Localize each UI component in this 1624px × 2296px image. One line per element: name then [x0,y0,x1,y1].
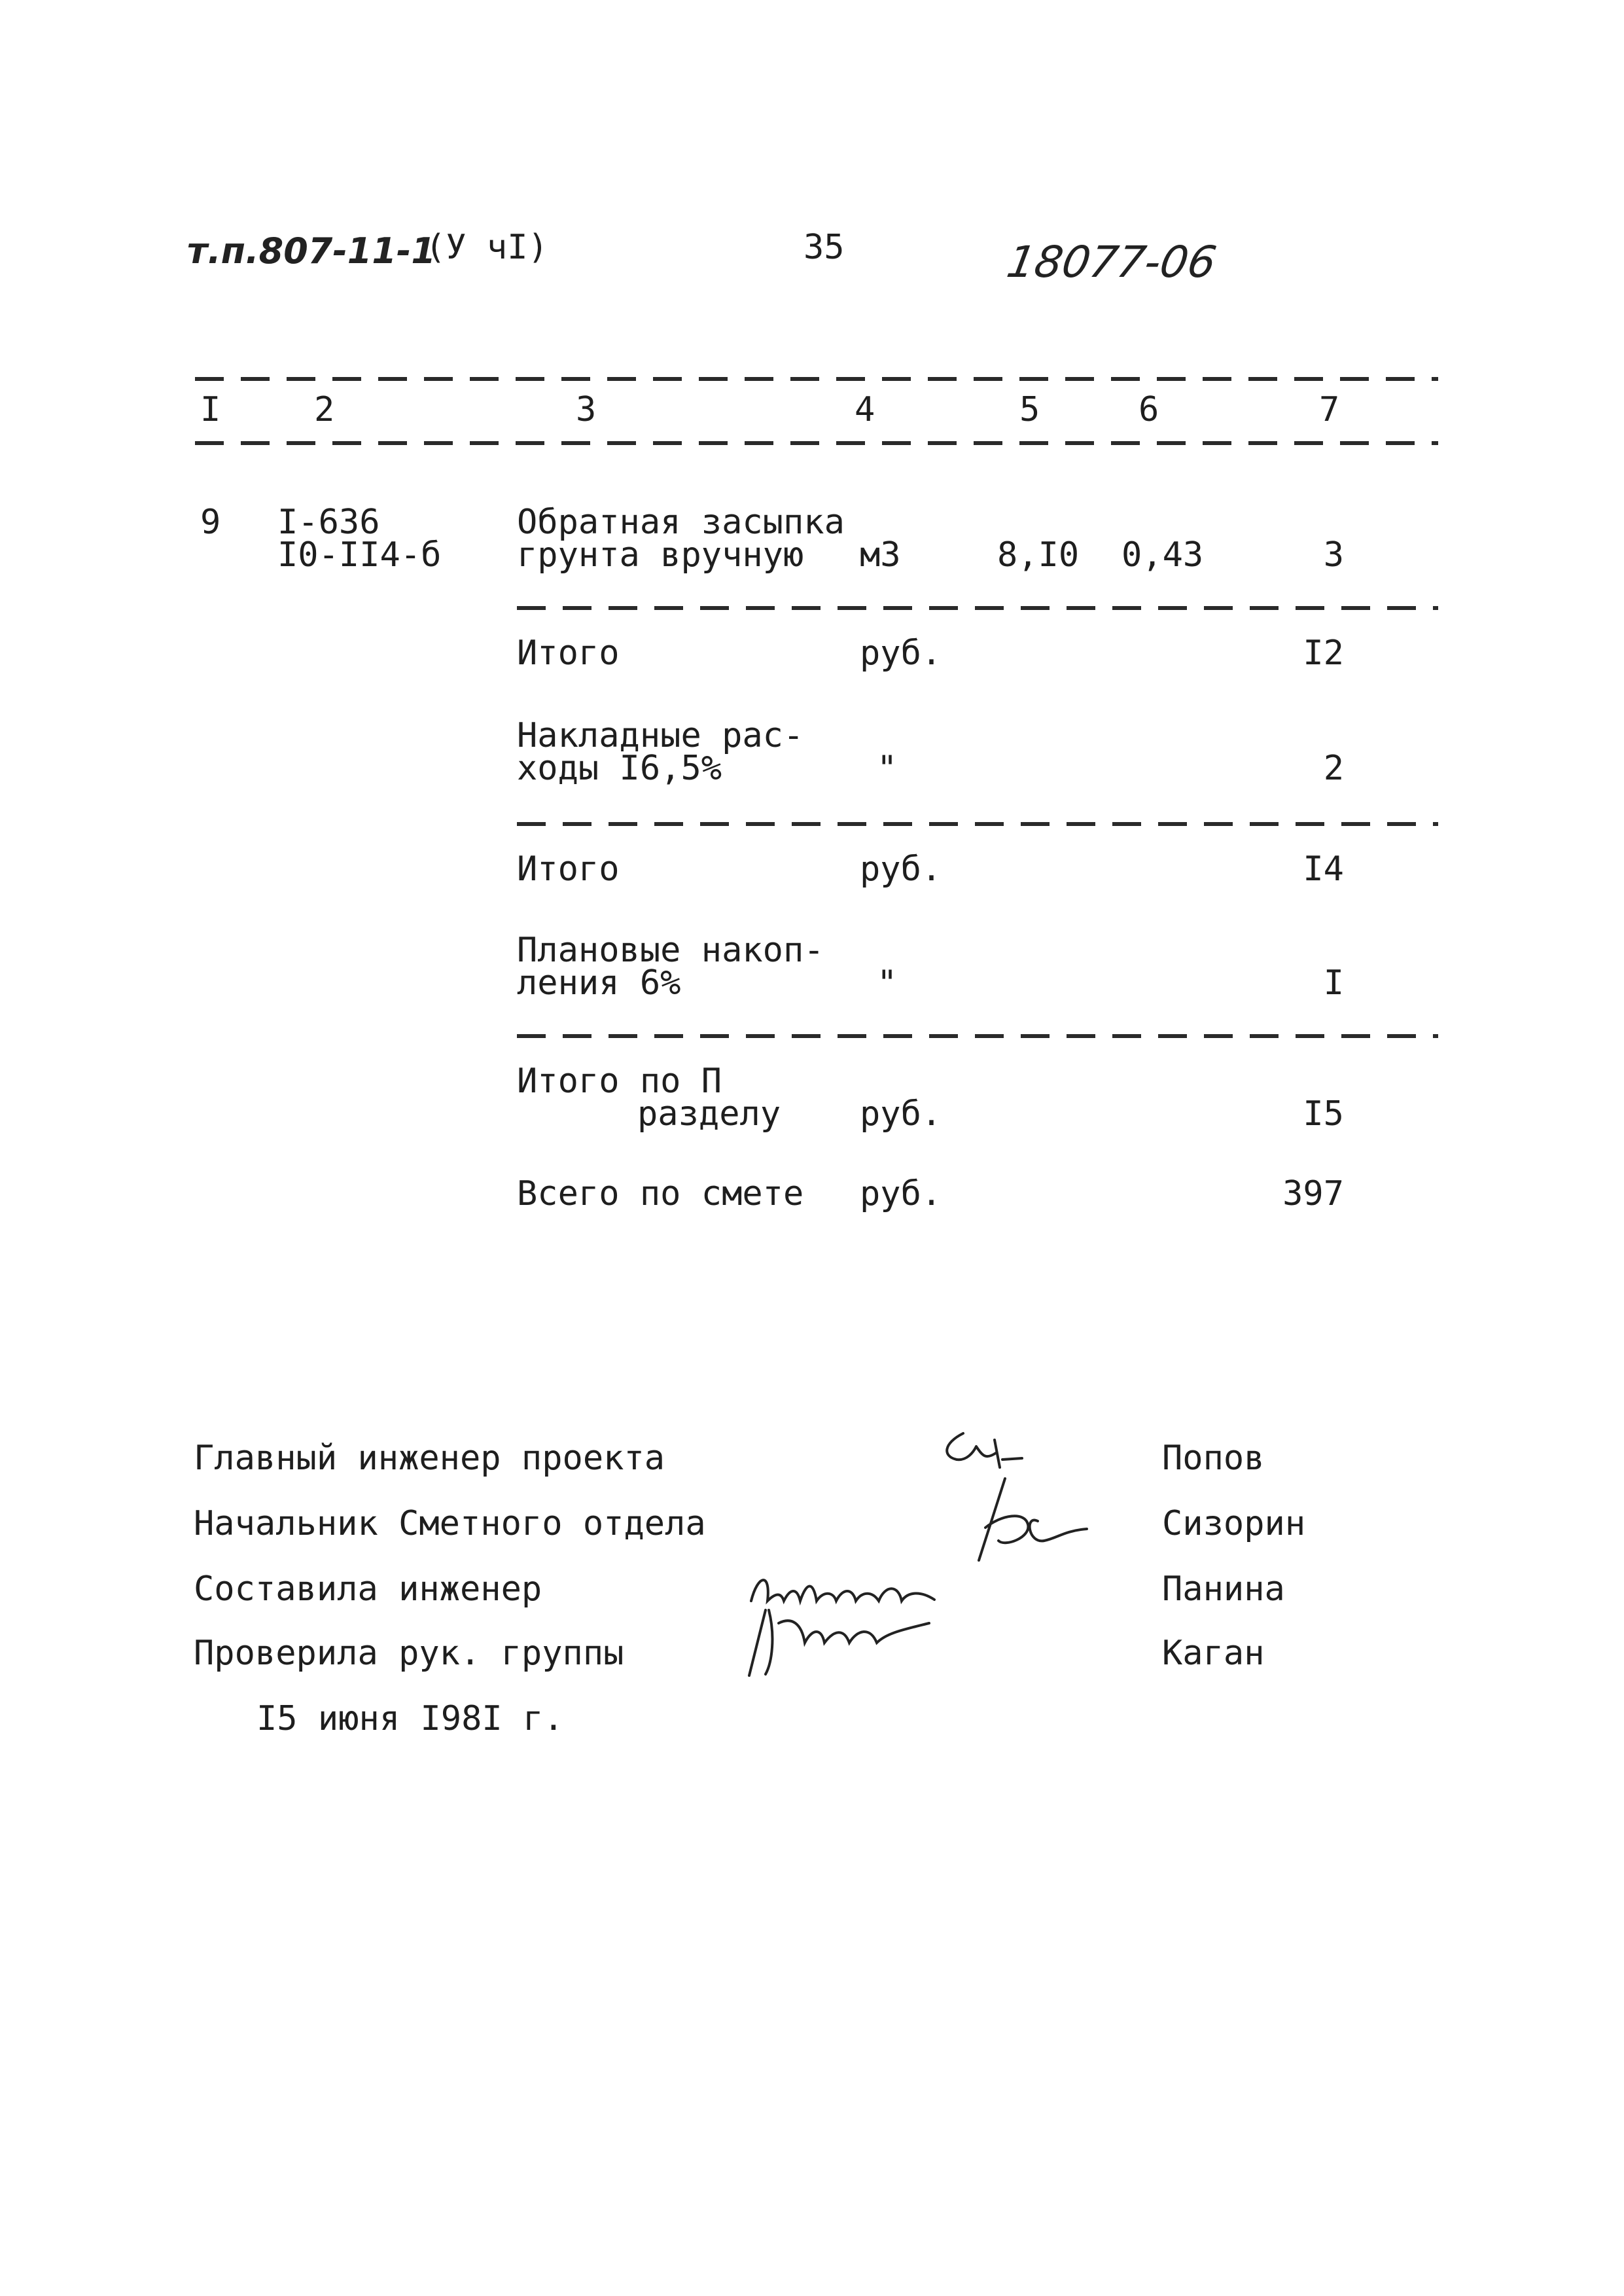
row-unit-price: 0,43 [1121,535,1204,575]
table-top-rule [195,377,1438,381]
grand-total-unit: руб. [860,1174,942,1213]
summary-value: 2 [1323,749,1344,788]
signature-date: I5 июня I98I г. [256,1699,564,1738]
summary-unit: руб. [860,634,942,673]
column-number-7: 7 [1319,390,1340,429]
row-code-1: I-636 [277,503,380,542]
role-estimates-head: Начальник Сметного отдела [194,1504,706,1543]
volume-label: (У чI) [425,228,548,267]
signature-sizorin [966,1475,1110,1567]
summary-value: I [1323,963,1344,1003]
summary-label-cont: ления 6% [517,963,681,1003]
column-number-2: 2 [314,390,335,429]
row-rule [517,606,1438,610]
summary-unit: руб. [860,1094,942,1134]
row-unit: м3 [860,535,901,575]
column-number-6: 6 [1139,390,1159,429]
name-sizorin: Сизорин [1162,1504,1306,1543]
name-kagan: Каган [1162,1634,1265,1673]
grand-total-label: Всего по смете [517,1174,804,1213]
project-code: т.п.807-11-1 [187,230,436,272]
row-quantity: 8,I0 [997,535,1080,575]
section-total-rule [517,1034,1438,1038]
summary-unit: " [877,963,898,1003]
row-index: 9 [200,503,221,542]
summary-unit: " [877,749,898,788]
role-chief-engineer: Главный инженер проекта [194,1439,665,1478]
summary-label: Плановые накоп- [517,931,824,970]
summary-value: I4 [1303,850,1344,889]
summary-value: I2 [1303,634,1344,673]
role-compiled-by: Составила инженер [194,1570,542,1609]
summary-label-cont: ходы I6,5% [517,749,722,788]
summary-value: I5 [1303,1094,1344,1134]
summary-label: Итого [517,634,620,673]
subtotal-rule [517,822,1438,826]
row-total: 3 [1323,535,1344,575]
summary-unit: руб. [860,850,942,889]
signature-popov [937,1427,1042,1479]
summary-label-cont: разделу [637,1094,781,1134]
table-header-rule [195,441,1438,445]
page-number: 35 [803,228,845,267]
column-number-4: 4 [855,390,875,429]
row-name-1: Обратная засыпка [517,503,845,542]
signature-kagan [739,1597,949,1682]
grand-total-value: 397 [1282,1174,1344,1213]
summary-label: Итого [517,850,620,889]
name-popov: Попов [1162,1439,1265,1478]
row-name-2: грунта вручную [517,535,804,575]
row-code-2: I0-II4-б [277,535,442,575]
summary-label: Итого по П [517,1062,722,1101]
name-panina: Панина [1162,1570,1285,1609]
document-number: 18077-06 [1003,237,1220,287]
column-number-1: I [200,390,221,429]
summary-label: Накладные рас- [517,716,804,755]
role-checked-by: Проверила рук. группы [194,1634,624,1673]
column-number-5: 5 [1019,390,1040,429]
column-number-3: 3 [576,390,597,429]
